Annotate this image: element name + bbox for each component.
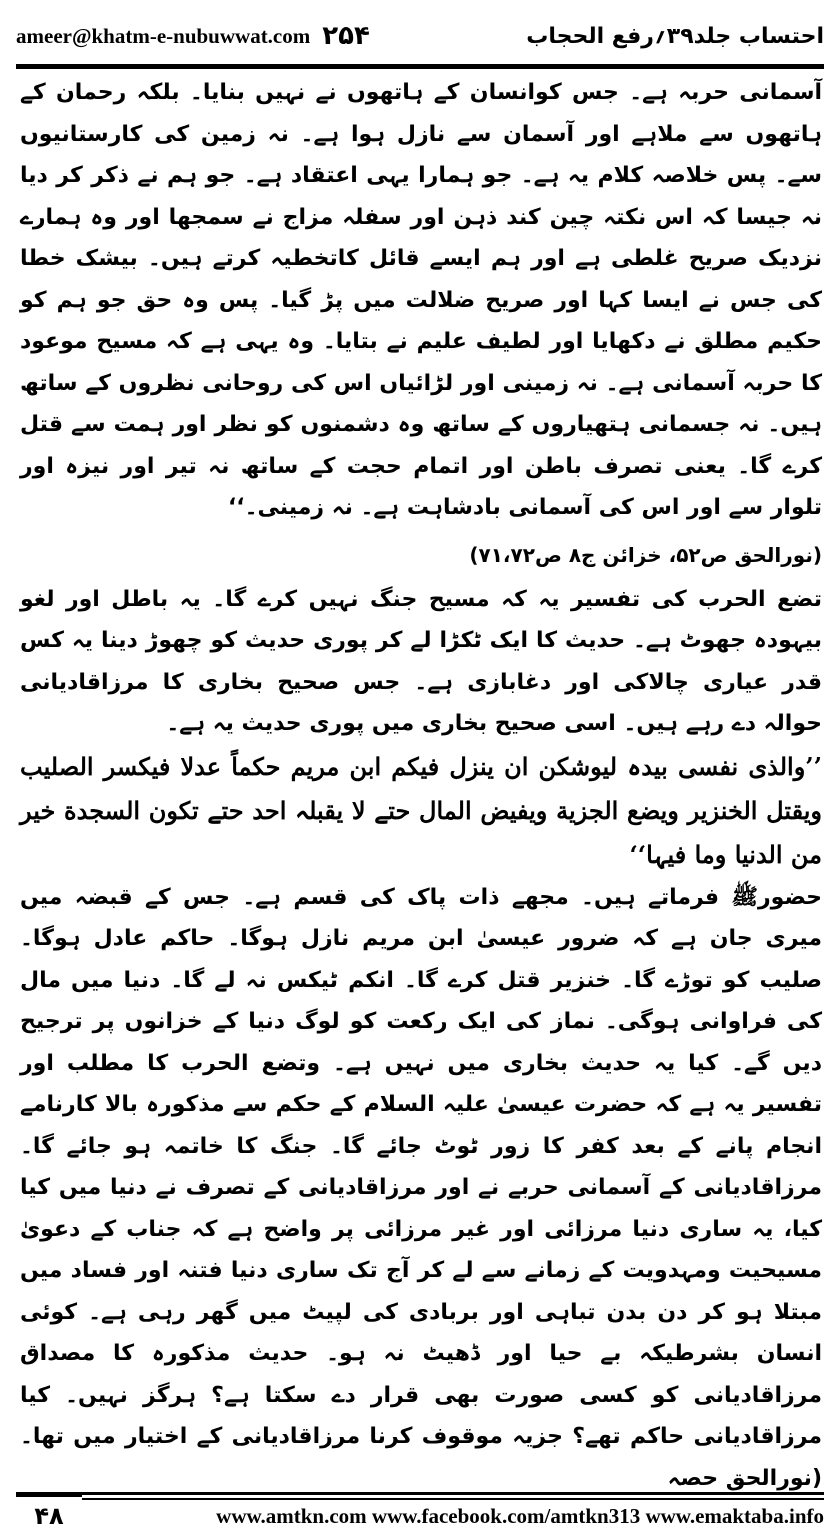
page-header [16,14,824,58]
body-paragraph-2: تضع الحرب کی تفسیر یہ کہ مسیح جنگ نہیں کرے گا۔ یہ باطل اور لغو بیہودہ جھوٹ ہے۔ حدیث کا ایک ٹکڑا لے کر پوری حدیث کو چھوڑ دینا یہ کس قدر عیاری چالاکی اور دغابازی ہے۔ جس صحیح بخاری کا مرزاقادیانی حوالہ دے رہے ہیں۔ اسی صحیح بخاری میں پوری حدیث یہ ہے۔ [20,586,822,736]
page-footer [16,1492,824,1532]
footer-page-number: ۴۸ [16,1494,82,1535]
header-rule [16,64,824,69]
body-paragraph-1: آسمانی حربہ ہے۔ جس کوانسان کے ہاتھوں نے نہیں بنایا۔ بلکہ رحمان کے ہاتھوں سے ملاہے اور آسمان سے نازل ہوا ہے۔ نہ زمین کی کارستانیوں سے۔ پس خلاصہ کلام یہ ہے۔ جو ہمارا یہی اعتقاد ہے۔ جو ہم نے ذکر کر دیا نہ جیسا کہ اس نکتہ چین کند ذہن اور سفلہ مزاج نے سمجھا اور وہ ہمارے نزدیک صریح غلطی ہے اور ہم ایسے قائل کاتخطیہ کرتے ہیں۔ بیشک خطا کی جس نے ایسا کہا اور صریح ضلالت میں پڑ گیا۔ پس وہ حق جو ہم کو حکیم مطلق نے دکھایا اور لطیف علیم نے بتایا۔ وہ یہی ہے کہ مسیح موعود کا حربہ آسمانی ہے۔ نہ زمینی اور لڑائیاں اس کی روحانی نظروں کے ساتھ ہیں۔ نہ جسمانی ہتھیاروں کے ساتھ وہ دشمنوں کو نظر اور ہمت سے قتل کرے گا۔ یعنی تصرف باطن اور اتمام حجت کے ساتھ نہ تیر اور نیزہ اور تلوار سے اور اس کی آسمانی بادشاہت ہے۔ نہ زمینی۔‘‘ [20,80,822,520]
running-title: احتساب جلد۳۹؍رفع الحجاب [526,23,824,49]
arabic-hadith-quote: ’’والذی نفسی بیدہ لیوشکن ان ینزل فیکم ابن مریم حکماً عدلا فیکسر الصلیب ویقتل الخنزیر ویضع الجزیة ویفیض المال حتے لا یقبلہ احد حتے تکون السجدة خیر من الدنیا وما فیہا‘‘ [20,751,823,869]
header-email: ameer@khatm-e-nubuwwat.com [16,23,311,48]
footer-rule [16,1492,824,1495]
body-paragraph-3: حضورﷺ فرماتے ہیں۔ مجھے ذات پاک کی قسم ہے۔ جس کے قبضہ میں میری جان ہے کہ ضرور عیسیٰ ابن مریم نازل ہوگا۔ حاکم عادل ہوگا۔ صلیب کو توڑے گا۔ خنزیر قتل کرے گا۔ انکم ٹیکس نہ لے گا۔ دنیا میں مال کی فراوانی ہوگی۔ نماز کی ایک رکعت کو لوگ دنیا کے خزانوں پر ترجیح دیں گے۔ کیا یہ حدیث بخاری میں نہیں ہے۔ وتضع الحرب کا مطلب اور تفسیر یہ ہے کہ حضرت عیسیٰ علیہ السلام کے حکم سے مذکورہ بالا کارنامے انجام پانے کے بعد کفر کا زور ٹوٹ جائے گا۔ جنگ کا خاتمہ ہو جائے گا۔ مرزاقادیانی کے آسمانی حربے نے اور مرزاقادیانی کے تصرف نے دنیا میں کیا کیا، یہ ساری دنیا مرزائی اور غیر مرزائی پر واضح ہے کہ جناب کے دعویٰ مسیحیت ومہدویت کے زمانے سے لے کر آج تک ساری دنیا فتنہ اور فساد میں مبتلا ہو کر دن بدن تباہی اور بربادی کی لپیٹ میں گھر رہی ہے۔ کوئی انسان بشرطیکہ بے حیا اور ڈھیٹ نہ ہو۔ حدیث مذکورہ کا مصداق مرزاقادیانی کو کسی صورت بھی قرار دے سکتا ہے؟ ہرگز نہیں۔ کیا مرزاقادیانی حاکم تھے؟ جزیہ موقوف کرنا مرزاقادیانی کے اختیار میں تھا۔ (نورالحق حصہ [20,884,822,1491]
citation: (نورالحق ص۵۲، خزائن ج۸ ص۷۱،۷۲) [469,542,822,567]
footer-rule-thin [16,1498,824,1500]
header-page-number: ۲۵۴ [322,21,370,51]
footer-website-links: www.amtkn.com www.facebook.com/amtkn313 www.emaktaba.info [216,1504,824,1528]
page-body [20,72,822,1499]
header-left [16,21,370,51]
